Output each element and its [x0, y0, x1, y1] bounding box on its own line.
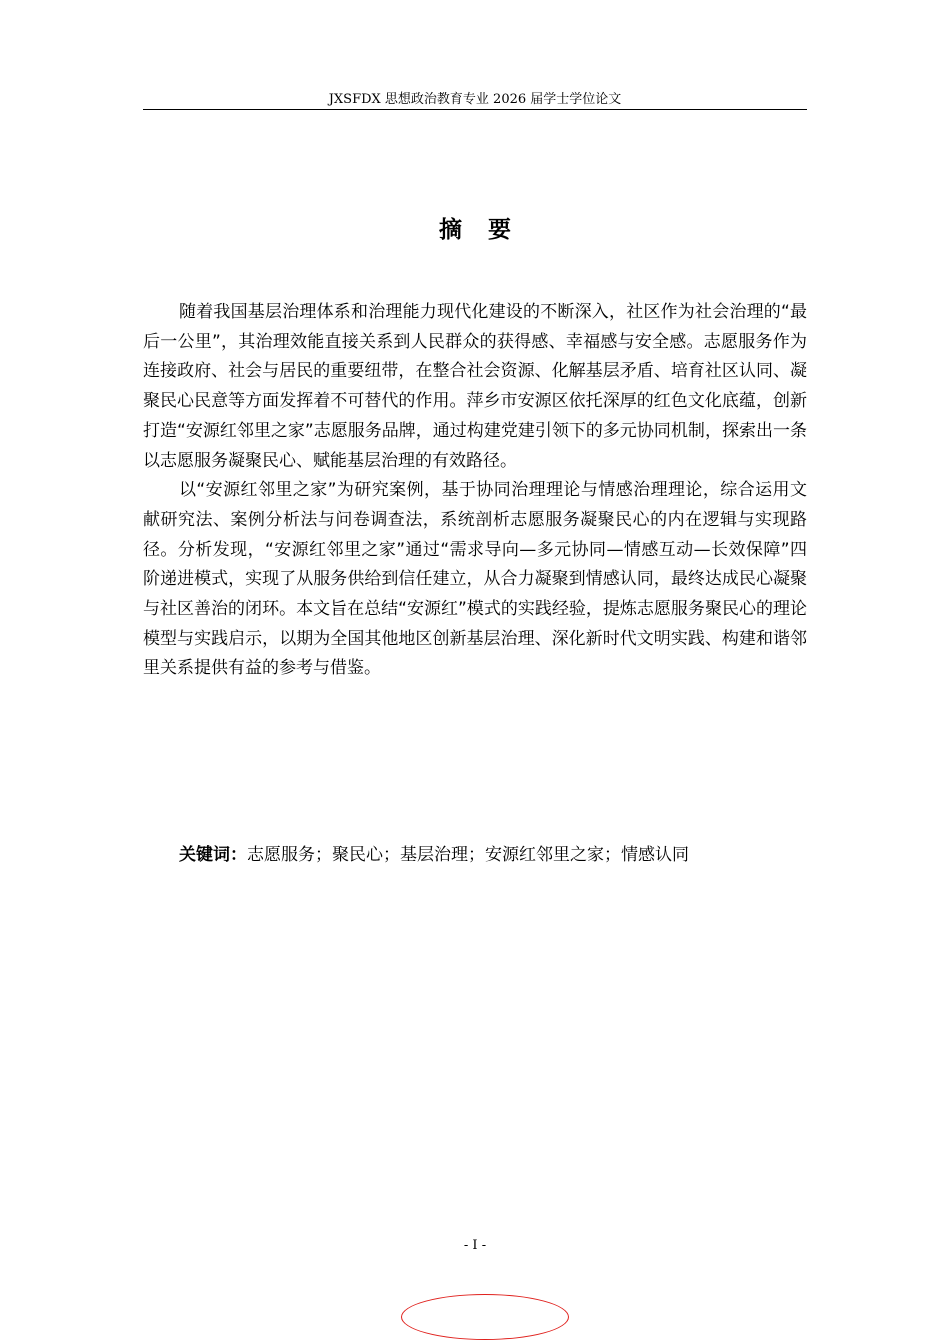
keywords	[179, 840, 799, 870]
header-rule	[143, 109, 807, 110]
keywords-label: 关键词：	[179, 845, 247, 865]
keywords-text: 志愿服务；聚民心；基层治理；安源红邻里之家；情感认同	[247, 845, 689, 865]
red-ellipse-annotation	[401, 1294, 569, 1340]
abstract-paragraph-1: 随着我国基层治理体系和治理能力现代化建设的不断深入，社区作为社会治理的“最后一公里”，其治理效能直接关系到人民群众的获得感、幸福感与安全感。志愿服务作为连接政府、社会与居民的重要纽带，在整合社会资源、化解基层矛盾、培育社区认同、凝聚民心民意等方面发挥着不可替代的作用。萍乡市安源区依托深厚的红色文化底蕴，创新打造“安源红邻里之家”志愿服务品牌，通过构建党建引领下的多元协同机制，探索出一条以志愿服务凝聚民心、赋能基层治理的有效路径。	[143, 302, 807, 471]
abstract-body	[143, 298, 807, 684]
page-header: JXSFDX 思想政治教育专业 2026 届学士学位论文	[328, 92, 622, 107]
abstract-title: 摘要	[439, 217, 537, 243]
page-number: - I -	[463, 1238, 487, 1253]
abstract-paragraph-2: 以“安源红邻里之家”为研究案例，基于协同治理理论与情感治理理论，综合运用文献研究法、案例分析法与问卷调查法，系统剖析志愿服务凝聚民心的内在逻辑与实现路径。分析发现，“安源红邻里之家”通过“需求导向—多元协同—情感互动—长效保障”四阶递进模式，实现了从服务供给到信任建立，从合力凝聚到情感认同，最终达成民心凝聚与社区善治的闭环。本文旨在总结“安源红”模式的实践经验，提炼志愿服务聚民心的理论模型与实践启示，以期为全国其他地区创新基层治理、深化新时代文明实践、构建和谐邻里关系提供有益的参考与借鉴。	[143, 480, 807, 679]
